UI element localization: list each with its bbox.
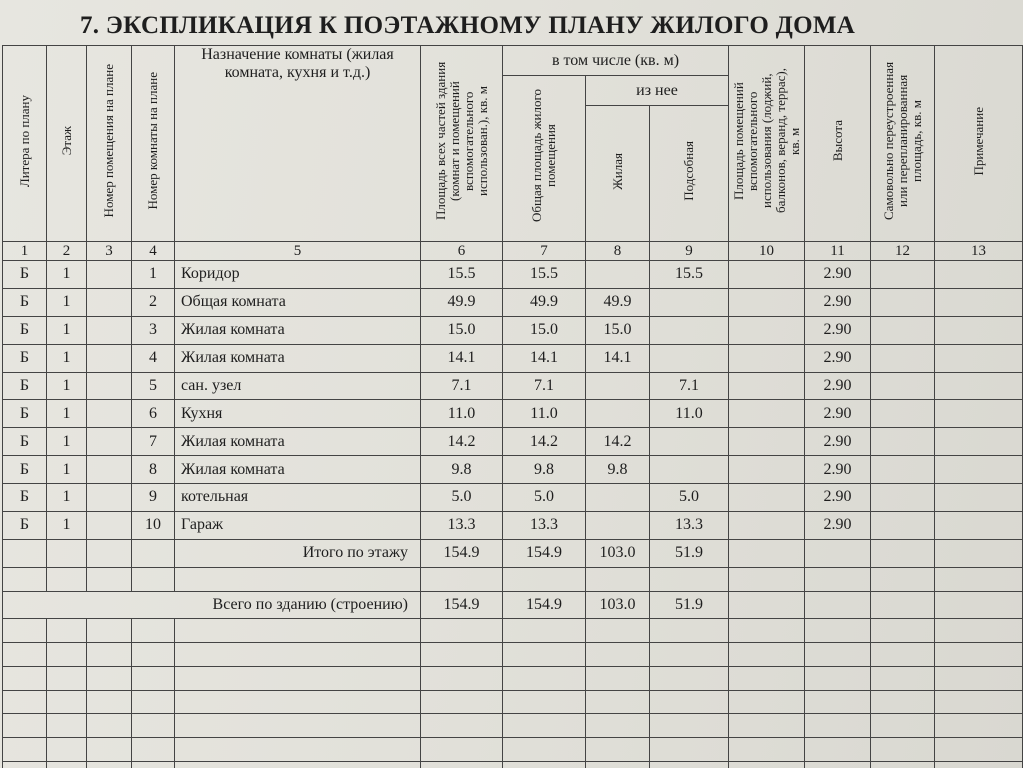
- height-cell: 2.90: [805, 511, 871, 539]
- veranda-area-cell: [729, 511, 805, 539]
- litera-cell: Б: [3, 316, 47, 344]
- room-plan-no-cell: 8: [132, 456, 175, 484]
- building-total-area: 154.9: [421, 591, 503, 619]
- litera-cell: Б: [3, 456, 47, 484]
- floor-cell: 1: [47, 484, 87, 512]
- note-cell: [935, 428, 1023, 456]
- header-row-1: [3, 46, 1023, 76]
- aux-area-cell: 13.3: [650, 511, 729, 539]
- header-of-it: из нее: [586, 76, 729, 106]
- col-number: 11: [805, 242, 871, 261]
- height-cell: 2.90: [805, 288, 871, 316]
- floor-cell: 1: [47, 261, 87, 289]
- total-area-cell: 5.0: [421, 484, 503, 512]
- header-unauth: Самовольно переустроенная или перепланированная площадь, кв. м: [871, 46, 935, 242]
- living-area-cell: [586, 484, 650, 512]
- col-number: 1: [3, 242, 47, 261]
- header-aux: Подсобная: [650, 106, 729, 242]
- height-cell: 2.90: [805, 316, 871, 344]
- height-cell: 2.90: [805, 261, 871, 289]
- table-row: [3, 344, 1023, 372]
- col-number: 6: [421, 242, 503, 261]
- blank-rows: [3, 619, 1023, 768]
- unauth-area-cell: [871, 428, 935, 456]
- room-name-cell: Жилая комната: [175, 456, 421, 484]
- col-number: 12: [871, 242, 935, 261]
- litera-cell: Б: [3, 400, 47, 428]
- living-area-cell: 14.1: [586, 344, 650, 372]
- room-name-cell: Общая комната: [175, 288, 421, 316]
- living-area-cell: 14.2: [586, 428, 650, 456]
- room-name-cell: Жилая комната: [175, 428, 421, 456]
- room-plan-no-cell: 4: [132, 344, 175, 372]
- page-title: 7. ЭКСПЛИКАЦИЯ К ПОЭТАЖНОМУ ПЛАНУ ЖИЛОГО ДОМА: [80, 12, 856, 39]
- aux-area-cell: 15.5: [650, 261, 729, 289]
- room-no-cell: [87, 511, 132, 539]
- table-row: [3, 372, 1023, 400]
- room-no-cell: [87, 261, 132, 289]
- table-row: [3, 316, 1023, 344]
- room-no-cell: [87, 456, 132, 484]
- litera-cell: Б: [3, 344, 47, 372]
- building-total-living: 103.0: [586, 591, 650, 619]
- table-row: [3, 288, 1023, 316]
- litera-cell: Б: [3, 261, 47, 289]
- unauth-area-cell: [871, 261, 935, 289]
- general-area-cell: 13.3: [503, 511, 586, 539]
- room-no-cell: [87, 316, 132, 344]
- room-name-cell: котельная: [175, 484, 421, 512]
- room-plan-no-cell: 7: [132, 428, 175, 456]
- header-living: Жилая: [586, 106, 650, 242]
- room-no-cell: [87, 428, 132, 456]
- height-cell: 2.90: [805, 400, 871, 428]
- floor-total-area: 154.9: [421, 539, 503, 567]
- living-area-cell: [586, 261, 650, 289]
- litera-cell: Б: [3, 511, 47, 539]
- column-numbers-row: [3, 242, 1023, 261]
- general-area-cell: 15.5: [503, 261, 586, 289]
- table-row: [3, 456, 1023, 484]
- litera-cell: Б: [3, 428, 47, 456]
- col-number: 9: [650, 242, 729, 261]
- aux-area-cell: 11.0: [650, 400, 729, 428]
- floor-cell: 1: [47, 372, 87, 400]
- note-cell: [935, 316, 1023, 344]
- header-living-total: Общая площадь жилого помещения: [503, 76, 586, 242]
- floor-cell: 1: [47, 511, 87, 539]
- litera-cell: Б: [3, 288, 47, 316]
- col-number: 10: [729, 242, 805, 261]
- note-cell: [935, 261, 1023, 289]
- total-area-cell: 14.2: [421, 428, 503, 456]
- col-number: 13: [935, 242, 1023, 261]
- unauth-area-cell: [871, 288, 935, 316]
- blank-row: [3, 643, 1023, 667]
- aux-area-cell: 5.0: [650, 484, 729, 512]
- room-plan-no-cell: 6: [132, 400, 175, 428]
- general-area-cell: 11.0: [503, 400, 586, 428]
- floor-total-aux: 51.9: [650, 539, 729, 567]
- unauth-area-cell: [871, 511, 935, 539]
- floor-total-row: [3, 539, 1023, 567]
- total-area-cell: 15.0: [421, 316, 503, 344]
- aux-area-cell: [650, 316, 729, 344]
- table-row: [3, 428, 1023, 456]
- litera-cell: Б: [3, 372, 47, 400]
- room-rows: [3, 261, 1023, 540]
- blank-row: [3, 761, 1023, 768]
- room-plan-no-cell: 2: [132, 288, 175, 316]
- header-total-area: Площадь всех частей здания (комнат и помещений вспомогательного использован.), кв. м: [421, 46, 503, 242]
- blank-row: [3, 690, 1023, 714]
- col-number: 5: [175, 242, 421, 261]
- building-total-label: Всего по зданию (строению): [3, 591, 421, 619]
- aux-area-cell: [650, 456, 729, 484]
- blank-row: [3, 619, 1023, 643]
- total-area-cell: 14.1: [421, 344, 503, 372]
- header-room-plan-no: Номер комнаты на плане: [132, 46, 175, 242]
- room-no-cell: [87, 400, 132, 428]
- living-area-cell: [586, 400, 650, 428]
- room-no-cell: [87, 288, 132, 316]
- header-room-no: Номер помещения на плане: [87, 46, 132, 242]
- unauth-area-cell: [871, 316, 935, 344]
- note-cell: [935, 372, 1023, 400]
- room-no-cell: [87, 484, 132, 512]
- note-cell: [935, 484, 1023, 512]
- general-area-cell: 7.1: [503, 372, 586, 400]
- blank-row: [3, 714, 1023, 738]
- floor-cell: 1: [47, 456, 87, 484]
- room-plan-no-cell: 5: [132, 372, 175, 400]
- header-note: Примечание: [935, 46, 1023, 242]
- col-number: 2: [47, 242, 87, 261]
- total-area-cell: 15.5: [421, 261, 503, 289]
- table-row: [3, 511, 1023, 539]
- aux-area-cell: [650, 428, 729, 456]
- blank-row: [3, 666, 1023, 690]
- general-area-cell: 15.0: [503, 316, 586, 344]
- col-number: 8: [586, 242, 650, 261]
- unauth-area-cell: [871, 400, 935, 428]
- note-cell: [935, 288, 1023, 316]
- floor-cell: 1: [47, 316, 87, 344]
- note-cell: [935, 511, 1023, 539]
- living-area-cell: 49.9: [586, 288, 650, 316]
- veranda-area-cell: [729, 344, 805, 372]
- floor-total-living: 103.0: [586, 539, 650, 567]
- unauth-area-cell: [871, 372, 935, 400]
- room-no-cell: [87, 344, 132, 372]
- total-area-cell: 7.1: [421, 372, 503, 400]
- veranda-area-cell: [729, 428, 805, 456]
- note-cell: [935, 456, 1023, 484]
- unauth-area-cell: [871, 456, 935, 484]
- room-plan-no-cell: 9: [132, 484, 175, 512]
- veranda-area-cell: [729, 456, 805, 484]
- veranda-area-cell: [729, 261, 805, 289]
- floor-total-general: 154.9: [503, 539, 586, 567]
- general-area-cell: 9.8: [503, 456, 586, 484]
- general-area-cell: 49.9: [503, 288, 586, 316]
- header-aux-area: Площадь помещений вспомогательного использования (лоджий, балконов, веранд, террас), кв. м: [729, 46, 805, 242]
- height-cell: 2.90: [805, 428, 871, 456]
- floor-cell: 1: [47, 428, 87, 456]
- building-total-general: 154.9: [503, 591, 586, 619]
- explication-table: [2, 45, 1023, 768]
- room-no-cell: [87, 372, 132, 400]
- note-cell: [935, 400, 1023, 428]
- col-number: 3: [87, 242, 132, 261]
- general-area-cell: 5.0: [503, 484, 586, 512]
- litera-cell: Б: [3, 484, 47, 512]
- table-row: [3, 261, 1023, 289]
- header-floor: Этаж: [47, 46, 87, 242]
- room-name-cell: Кухня: [175, 400, 421, 428]
- height-cell: 2.90: [805, 456, 871, 484]
- floor-cell: 1: [47, 288, 87, 316]
- living-area-cell: [586, 372, 650, 400]
- total-area-cell: 49.9: [421, 288, 503, 316]
- header-incl: в том числе (кв. м): [503, 46, 729, 76]
- aux-area-cell: [650, 288, 729, 316]
- room-name-cell: сан. узел: [175, 372, 421, 400]
- living-area-cell: [586, 511, 650, 539]
- height-cell: 2.90: [805, 484, 871, 512]
- living-area-cell: 15.0: [586, 316, 650, 344]
- room-plan-no-cell: 3: [132, 316, 175, 344]
- total-area-cell: 13.3: [421, 511, 503, 539]
- header-litera: Литера по плану: [3, 46, 47, 242]
- veranda-area-cell: [729, 372, 805, 400]
- veranda-area-cell: [729, 316, 805, 344]
- total-area-cell: 9.8: [421, 456, 503, 484]
- room-name-cell: Коридор: [175, 261, 421, 289]
- total-area-cell: 11.0: [421, 400, 503, 428]
- header-height: Высота: [805, 46, 871, 242]
- table-row: [3, 484, 1023, 512]
- blank-row: [3, 738, 1023, 762]
- veranda-area-cell: [729, 288, 805, 316]
- building-total-row: [3, 591, 1023, 619]
- blank-row: [3, 567, 1023, 591]
- col-number: 7: [503, 242, 586, 261]
- general-area-cell: 14.1: [503, 344, 586, 372]
- general-area-cell: 14.2: [503, 428, 586, 456]
- aux-area-cell: [650, 344, 729, 372]
- floor-cell: 1: [47, 400, 87, 428]
- building-total-aux: 51.9: [650, 591, 729, 619]
- room-name-cell: Жилая комната: [175, 316, 421, 344]
- veranda-area-cell: [729, 484, 805, 512]
- header-purpose: Назначение комнаты (жилая комната, кухня и т.д.): [175, 46, 421, 242]
- room-name-cell: Жилая комната: [175, 344, 421, 372]
- room-plan-no-cell: 1: [132, 261, 175, 289]
- veranda-area-cell: [729, 400, 805, 428]
- col-number: 4: [132, 242, 175, 261]
- floor-cell: 1: [47, 344, 87, 372]
- room-plan-no-cell: 10: [132, 511, 175, 539]
- living-area-cell: 9.8: [586, 456, 650, 484]
- unauth-area-cell: [871, 344, 935, 372]
- floor-total-label: Итого по этажу: [175, 539, 421, 567]
- unauth-area-cell: [871, 484, 935, 512]
- table-row: [3, 400, 1023, 428]
- aux-area-cell: 7.1: [650, 372, 729, 400]
- note-cell: [935, 344, 1023, 372]
- room-name-cell: Гараж: [175, 511, 421, 539]
- height-cell: 2.90: [805, 344, 871, 372]
- height-cell: 2.90: [805, 372, 871, 400]
